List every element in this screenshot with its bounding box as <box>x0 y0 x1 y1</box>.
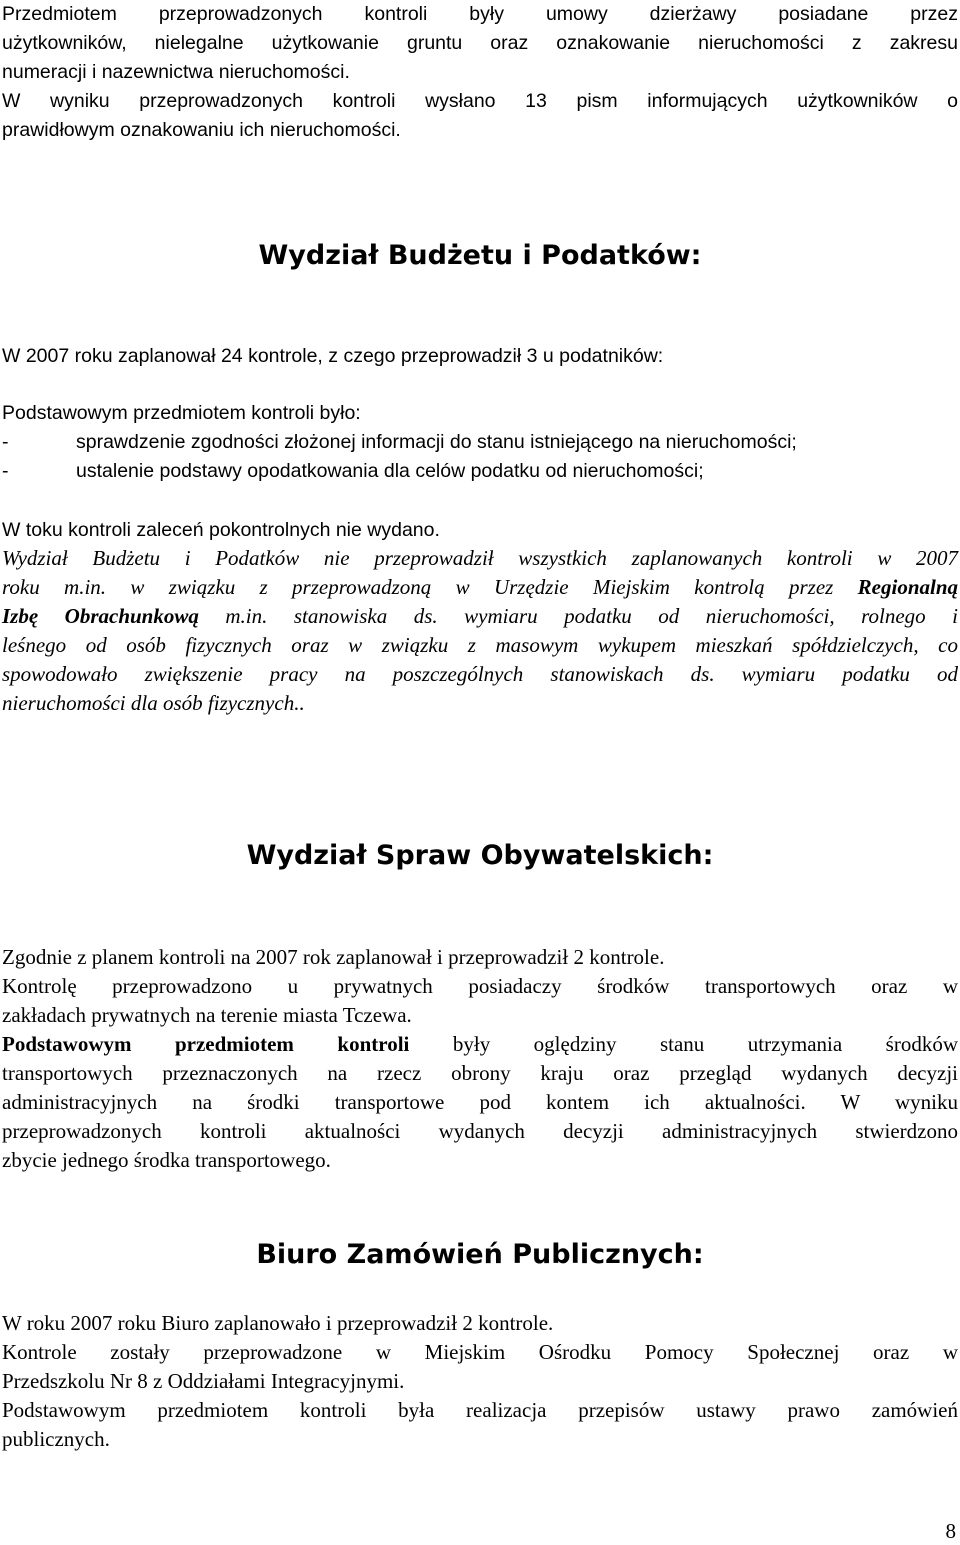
bullet-text: ustalenie podstawy opodatkowania dla celów podatku od nieruchomości; <box>76 460 704 482</box>
text-run: m.in. stanowiska ds. wymiaru podatku od nieruchomości, rolnego i <box>225 604 959 628</box>
text-line: Wydział Budżetu i Podatków nie przeprowadził wszystkich zaplanowanych kontroli w 2007 <box>2 546 958 570</box>
budzet-subject <box>2 399 958 486</box>
text-line <box>2 573 958 602</box>
text-line: Przedszkolu Nr 8 z Oddziałami Integracyjnymi. <box>2 1369 405 1393</box>
text-line: prawidłowym oznakowaniu ich nieruchomości. <box>2 119 401 141</box>
bold-run: Izbę Obrachunkową <box>2 604 199 628</box>
text-line <box>2 1030 958 1059</box>
bullet-dash: - <box>2 460 9 482</box>
bullet-text: sprawdzenie zgodności złożonej informacji do stanu istniejącego na nieruchomości; <box>76 431 797 453</box>
text-line: W wyniku przeprowadzonych kontroli wysłano 13 pism informujących użytkowników o <box>2 90 958 112</box>
text-line: numeracji i nazewnictwa nieruchomości. <box>2 61 350 83</box>
section-heading-budzet: Wydział Budżetu i Podatków: <box>258 240 702 271</box>
bullet-dash: - <box>2 431 9 453</box>
zamowienia-paragraph <box>2 1309 958 1454</box>
bullet-item <box>2 457 958 486</box>
budzet-no-recommendations: W toku kontroli zaleceń pokontrolnych nie wydano. <box>2 519 440 541</box>
section-heading-obywatelskie: Wydział Spraw Obywatelskich: <box>246 840 714 871</box>
text-line: spowodowało zwiększenie pracy na poszczególnych stanowiskach ds. wymiaru podatku od <box>2 662 958 686</box>
intro-paragraph <box>2 0 958 145</box>
text-line: przeprowadzonych kontroli aktualności wydanych decyzji administracyjnych stwierdzono <box>2 1119 958 1143</box>
text-line: Zgodnie z planem kontroli na 2007 rok zaplanował i przeprowadził 2 kontrole. <box>2 945 665 969</box>
budzet-plan: W 2007 roku zaplanował 24 kontrole, z czego przeprowadził 3 u podatników: <box>2 345 664 367</box>
text-line: zbycie jednego środka transportowego. <box>2 1148 331 1172</box>
text-line: nieruchomości dla osób fizycznych.. <box>2 691 305 715</box>
text-line: W roku 2007 roku Biuro zaplanowało i przeprowadził 2 kontrole. <box>2 1311 554 1335</box>
obywatelskie-paragraph <box>2 943 958 1175</box>
text-line: administracyjnych na środki transportowe pod kontem ich aktualności. W wyniku <box>2 1090 958 1114</box>
text-run: były oględziny stanu utrzymania środków <box>452 1032 959 1056</box>
budzet-italic-note <box>2 544 958 718</box>
bold-run: Regionalną <box>857 575 959 599</box>
text-line <box>2 602 958 631</box>
text-line: Kontrole zostały przeprowadzone w Miejskim Ośrodku Pomocy Społecznej oraz w <box>2 1340 958 1364</box>
text-line: publicznych. <box>2 1427 110 1451</box>
text-line: Podstawowym przedmiotem kontroli była realizacja przepisów ustawy prawo zamówień <box>2 1398 958 1422</box>
text-line: zakładach prywatnych na terenie miasta Tczewa. <box>2 1003 412 1027</box>
text-line: użytkowników, nielegalne użytkowanie gruntu oraz oznakowanie nieruchomości z zakresu <box>2 32 958 54</box>
text-run: roku m.in. w związku z przeprowadzoną w Urzędzie Miejskim kontrolą przez <box>2 575 834 599</box>
bullet-item <box>2 428 958 457</box>
text-line: transportowych przeznaczonych na rzecz obrony kraju oraz przegląd wydanych decyzji <box>2 1061 958 1085</box>
subject-intro: Podstawowym przedmiotem kontroli było: <box>2 402 361 424</box>
text-line: Kontrolę przeprowadzono u prywatnych posiadaczy środków transportowych oraz w <box>2 974 958 998</box>
text-line: leśnego od osób fizycznych oraz w związku z masowym wykupem mieszkań spółdzielczych, co <box>2 633 958 657</box>
bold-run: Podstawowym przedmiotem kontroli <box>2 1032 410 1056</box>
text-line: Przedmiotem przeprowadzonych kontroli były umowy dzierżawy posiadane przez <box>2 3 958 25</box>
section-heading-zamowienia: Biuro Zamówień Publicznych: <box>256 1239 704 1270</box>
page-number: 8 <box>945 1519 956 1543</box>
